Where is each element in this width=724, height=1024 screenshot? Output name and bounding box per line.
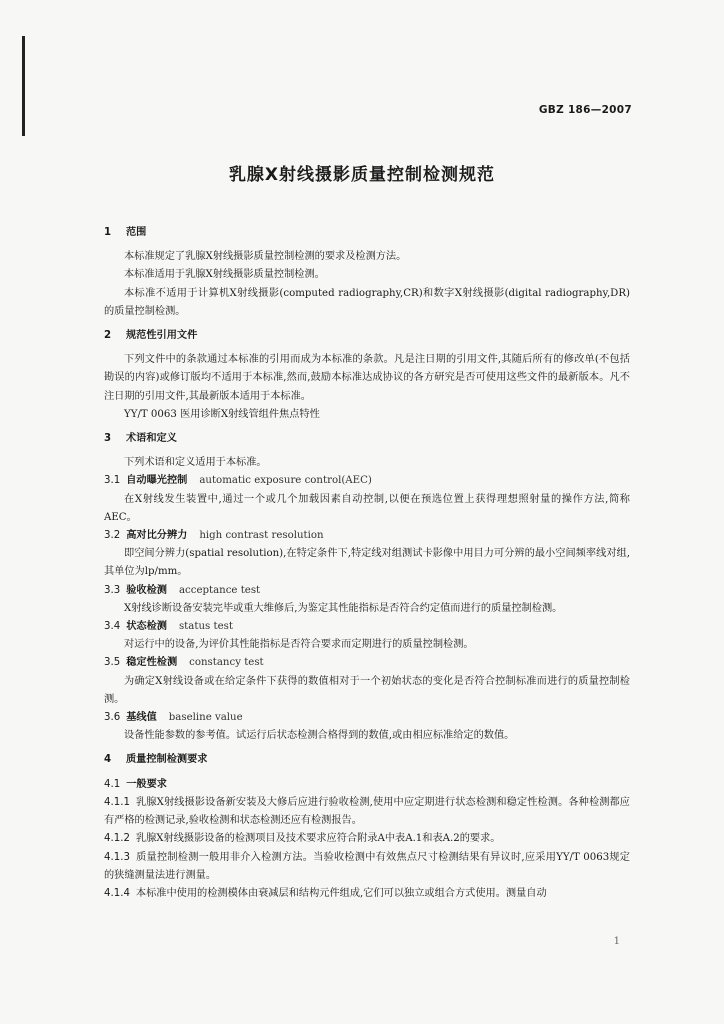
reference-item: YY/T 0063 医用诊断X射线管组件焦点特性 xyxy=(124,408,320,420)
term-heading: 3.3 验收检测 acceptance test xyxy=(104,584,261,596)
term-definition: 对运行中的设备,为评价其性能指标是否符合要求而定期进行的质量控制检测。 xyxy=(124,639,474,651)
paragraph: 下列文件中的条款通过本标准的引用而成为本标准的条款。凡是注日期的引用文件,其随后所有的修改单(不包括勘误的内容)或修订版均不适用于本标准,然而,鼓励本标准达成协议的各方研究是否可使用这些文件的最新版本。凡不注日期的引用文件,其最新版本适用于本标准。 xyxy=(104,354,630,402)
term-heading: 3.1 自动曝光控制 automatic exposure control(AEC) xyxy=(104,475,372,487)
subsection-heading: 4.1 一般要求 xyxy=(104,778,167,790)
term-heading: 3.2 高对比分辨力 high contrast resolution xyxy=(104,530,324,542)
paragraph: 本标准适用于乳腺X射线摄影质量控制检测。 xyxy=(124,269,325,281)
clause: 4.1.2 乳腺X射线摄影设备的检测项目及技术要求应符合附录A中表A.1和表A.2的要求。 xyxy=(104,833,501,845)
term-definition: 在X射线发生装置中,通过一个或几个加载因素自动控制,以便在预选位置上获得理想照射量的操作方法,简称AEC。 xyxy=(104,493,630,523)
term-heading: 3.4 状态检测 status test xyxy=(104,621,233,633)
clause: 4.1.3 质量控制检测一般用非介入检测方法。当验收检测中有效焦点尺寸检测结果有异议时,应采用YY/T 0063规定的狭缝测量法进行测量。 xyxy=(104,851,630,881)
term-heading: 3.5 稳定性检测 constancy test xyxy=(104,657,264,669)
scan-edge xyxy=(22,36,25,136)
standard-number: GBZ 186—2007 xyxy=(538,104,632,116)
section-heading: 4 质量控制检测要求 xyxy=(104,754,208,766)
paragraph: 下列术语和定义适用于本标准。 xyxy=(124,457,267,469)
term-heading: 3.6 基线值 baseline value xyxy=(104,712,243,724)
clause: 4.1.4 本标准中使用的检测模体由衰减层和结构元件组成,它们可以独立或组合方式使用。测量自动 xyxy=(104,887,547,899)
paragraph: 本标准规定了乳腺X射线摄影质量控制检测的要求及检测方法。 xyxy=(124,251,407,263)
paragraph: 本标准不适用于计算机X射线摄影(computed radiography,CR)和数字X射线摄影(digital radiography,DR)的质量控制检测。 xyxy=(104,287,630,317)
document-body xyxy=(104,218,630,903)
term-definition: 即空间分辨力(spatial resolution),在特定条件下,特定线对组测试卡影像中用目力可分辨的最小空间频率线对组,其单位为lp/mm。 xyxy=(104,548,630,578)
term-definition: 为确定X射线设备或在给定条件下获得的数值相对于一个初始状态的变化是否符合控制标准而进行的质量控制检测。 xyxy=(104,675,630,705)
section-heading: 1 范围 xyxy=(104,227,147,238)
section-heading: 2 规范性引用文件 xyxy=(104,330,198,342)
section-heading: 3 术语和定义 xyxy=(104,433,177,445)
page-number: 1 xyxy=(613,936,620,947)
clause: 4.1.1 乳腺X射线摄影设备新安装及大修后应进行验收检测,使用中应定期进行状态检测和稳定性检测。各种检测都应有严格的检测记录,验收检测和状态检测还应有检测报告。 xyxy=(104,796,630,827)
term-definition: 设备性能参数的参考值。试运行后状态检测合格得到的数值,或由相应标准给定的数值。 xyxy=(124,730,515,742)
document-title: 乳腺X射线摄影质量控制检测规范 xyxy=(228,165,496,185)
term-definition: X射线诊断设备安装完毕或重大维修后,为鉴定其性能指标是否符合约定值而进行的质量控制检测。 xyxy=(124,602,563,614)
